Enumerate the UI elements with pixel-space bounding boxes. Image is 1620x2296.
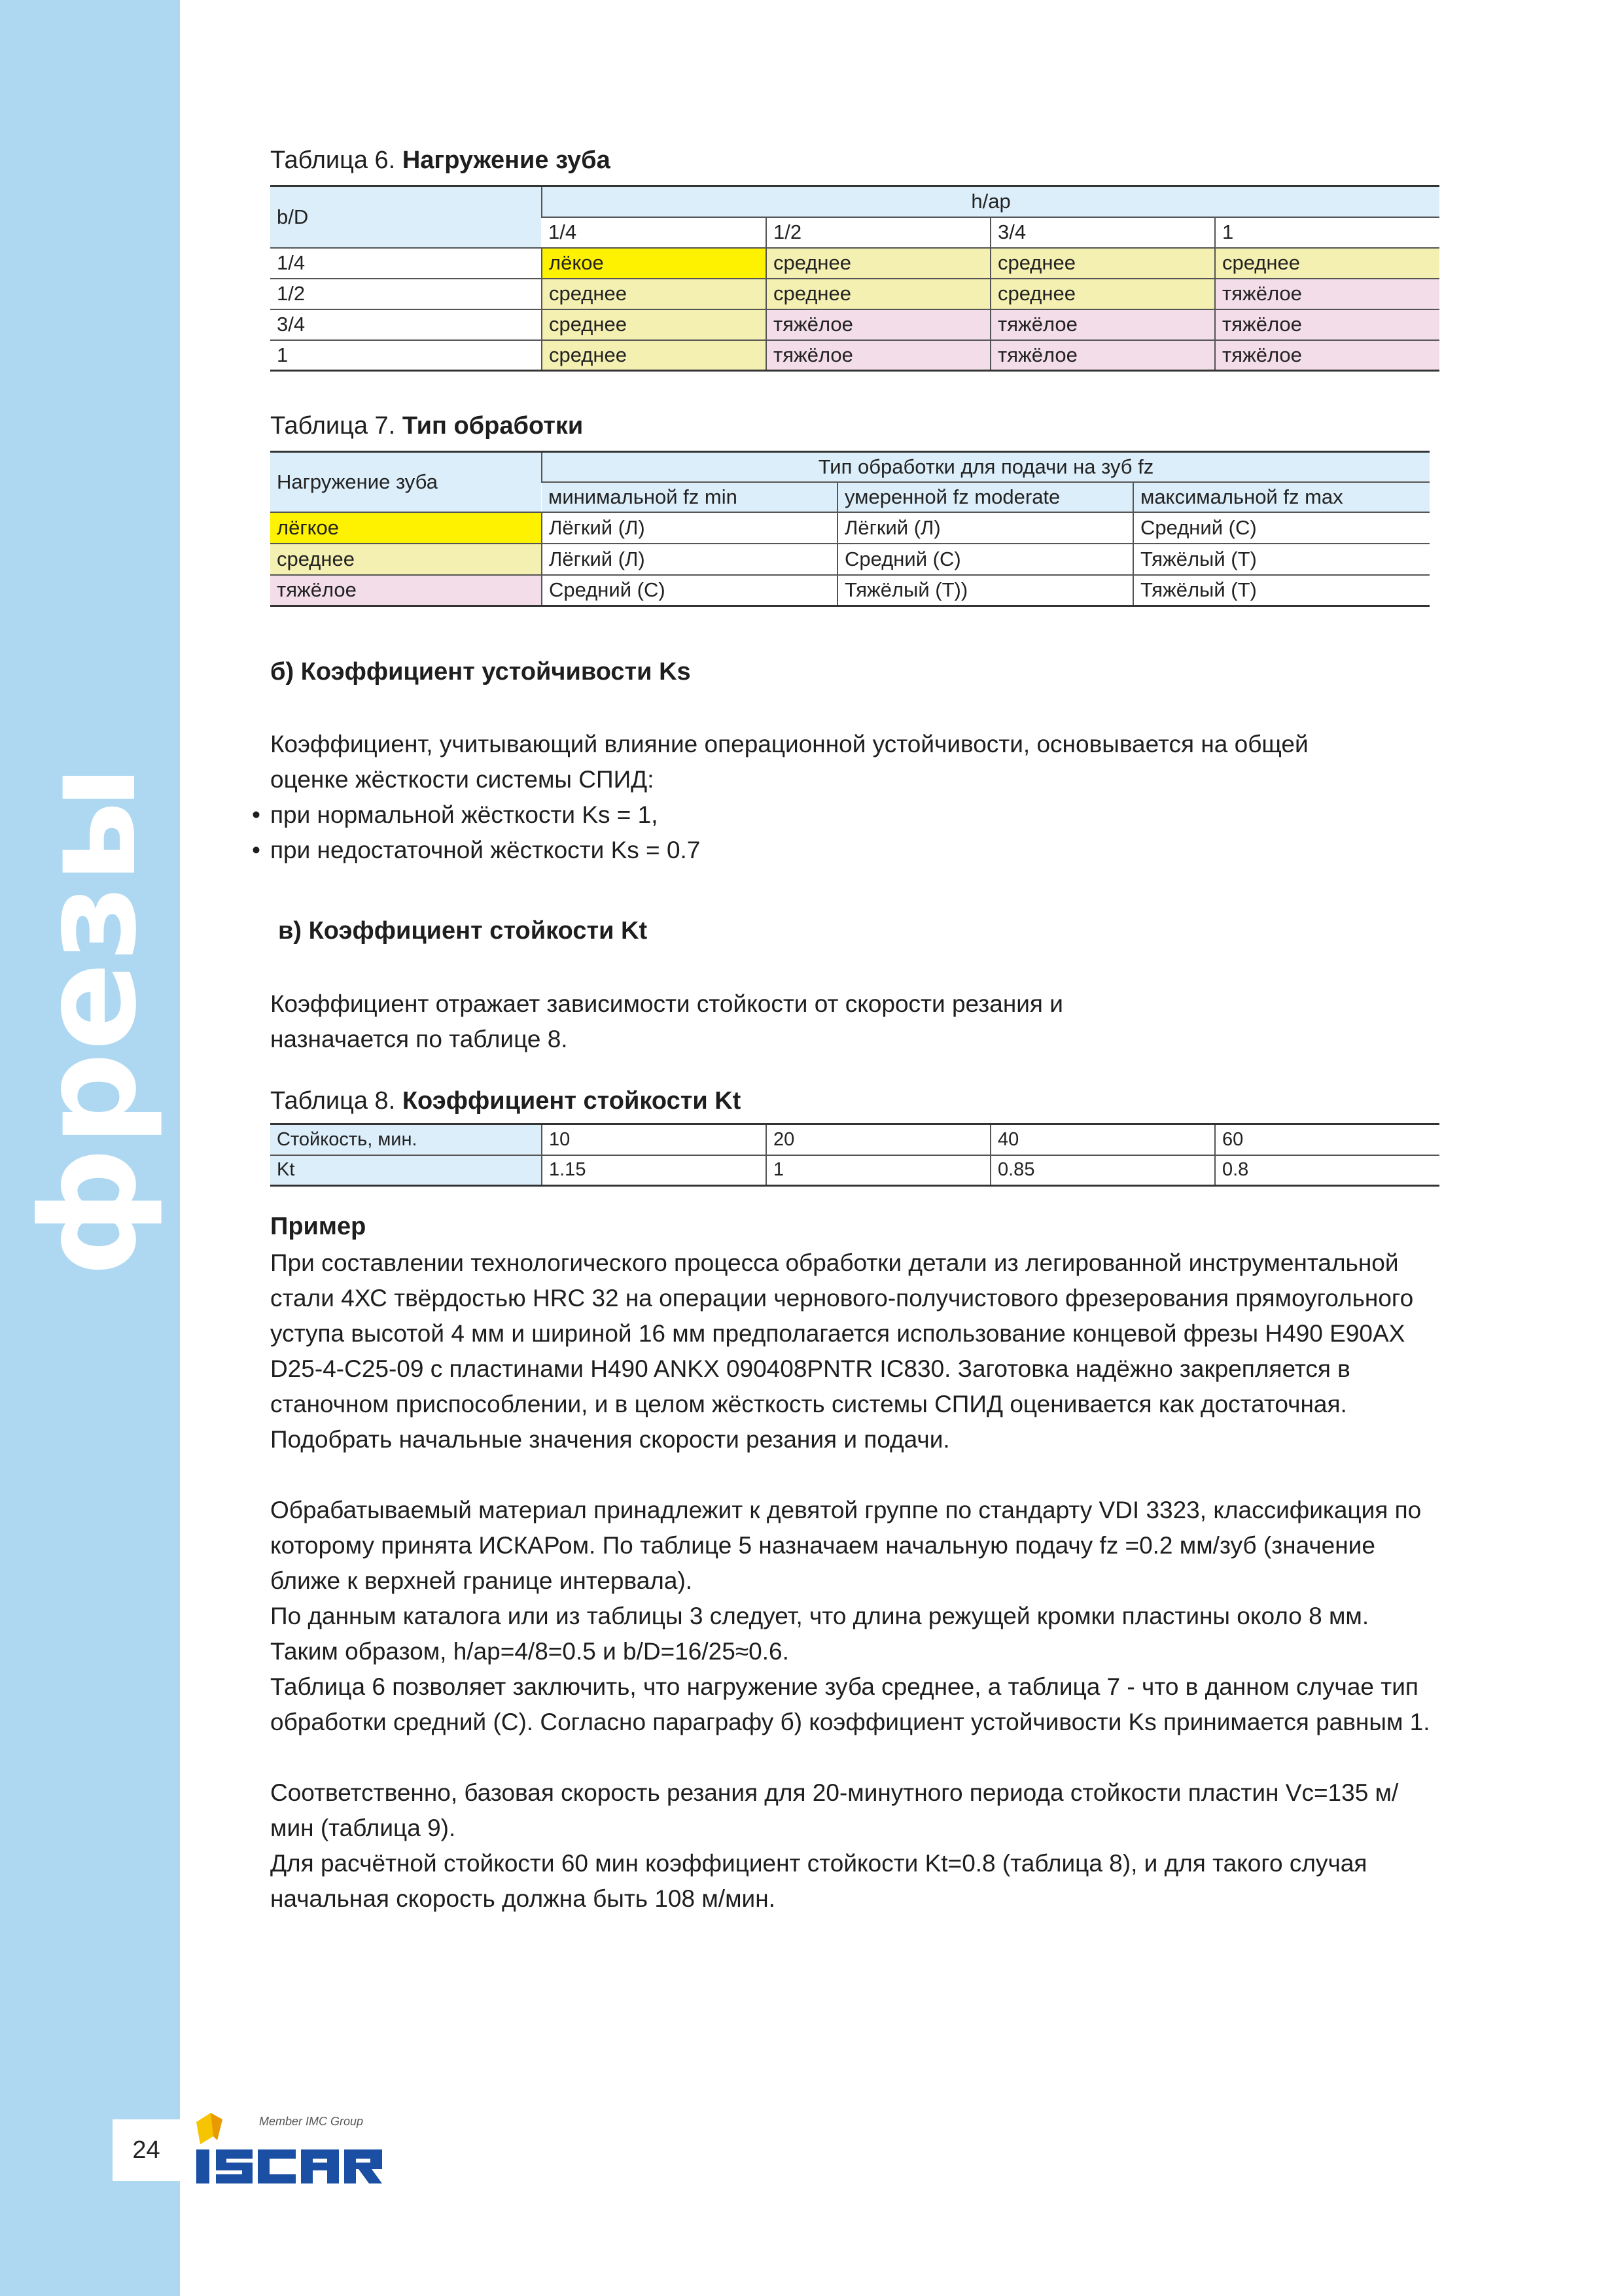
table6-cell: среднее: [991, 248, 1215, 279]
table7-cell: Лёгкий (Л): [542, 544, 837, 575]
table7-cell: Тяжёлый (Т): [1133, 544, 1430, 575]
table6-cell: среднее: [991, 279, 1215, 309]
table7-cell: Тяжёлый (Т): [1133, 575, 1430, 606]
table6-cell: тяжёлое: [1215, 279, 1439, 309]
table7-cell: Тяжёлый (Т)): [837, 575, 1133, 606]
table6-cell: среднее: [766, 279, 991, 309]
table6-col-header: 1: [1215, 217, 1439, 248]
table6-cell: среднее: [542, 309, 766, 340]
section-v-title: в) Коэффициент стойкости Kt: [278, 917, 648, 945]
table7-cell: Средний (С): [1133, 512, 1430, 544]
sidebar-band: [0, 0, 180, 2296]
table7-row-header: Нагружение зуба: [270, 452, 542, 512]
table6-col-group: h/ap: [542, 186, 1439, 217]
table8-cell: 60: [1215, 1124, 1439, 1155]
table8-caption: Таблица 8. Коэффициент стойкости Kt: [270, 1087, 741, 1115]
table6-tooth-load: [270, 185, 1439, 372]
table7-col-header: умеренной fz moderate: [837, 482, 1133, 512]
table8-cell: 1.15: [542, 1155, 766, 1186]
example-paragraph: При составлении технологического процесса обработки детали из легированной инструментальной стали 4ХС твёрдостью HRC 32 на операции чернового-получистового фрезерования прямоугольного уступа высотой 4 мм и шириной 16 мм предполагается использование концевой фрезы H490 E90AX D25-4-C25-09 с пластинами H490 ANKX 090408PNTR IC830. Заготовка надёжно закрепляется в станочном приспособлении, и в целом жёсткость системы СПИД оценивается как достаточная. Подобрать начальные значения скорости резания и подачи.: [270, 1249, 1414, 1453]
table7-col-group: Тип обработки для подачи на зуб fz: [542, 452, 1430, 482]
section-b-text: Коэффициент, учитывающий влияние операционной устойчивости, основывается на общей оценке жёсткости системы СПИД:: [270, 731, 1309, 793]
example-paragraph: Для расчётной стойкости 60 мин коэффициент стойкости Kt=0.8 (таблица 8), и для такого случая начальная скорость должна быть 108 м/мин.: [270, 1850, 1367, 1912]
table6-cell: тяжёлое: [991, 340, 1215, 371]
table6-row-label: 1: [270, 340, 542, 371]
logo-tagline: Member IMC Group: [259, 2115, 364, 2128]
section-b-title: б) Коэффициент устойчивости Ks: [270, 658, 691, 686]
table6-cell: среднее: [1215, 248, 1439, 279]
table6-caption: Таблица 6. Нагружение зуба: [270, 147, 610, 174]
list-item: • при недостаточной жёсткости Ks = 0.7: [252, 837, 701, 863]
page-number: 24: [113, 2119, 180, 2181]
table7-row-label: среднее: [270, 544, 542, 575]
table6-col-header: 1/2: [766, 217, 991, 248]
table6-cell: тяжёлое: [1215, 309, 1439, 340]
example-paragraph: Соответственно, базовая скорость резания для 20-минутного периода стойкости пластин Vc=135 м/мин (таблица 9).: [270, 1779, 1399, 1841]
table8-tool-life: [270, 1123, 1439, 1187]
table7-machining-type: [270, 451, 1430, 607]
table6-cell: тяжёлое: [766, 309, 991, 340]
table8-row-label: Kt: [270, 1155, 542, 1186]
table8-cell: 0.8: [1215, 1155, 1439, 1186]
example-title: Пример: [270, 1213, 366, 1240]
table8-cell: 1: [766, 1155, 991, 1186]
table6-cell: среднее: [766, 248, 991, 279]
table6-col-header: 1/4: [542, 217, 766, 248]
table6-cell: среднее: [542, 340, 766, 371]
table8-cell: 10: [542, 1124, 766, 1155]
example-paragraph: По данным каталога или из таблицы 3 следует, что длина режущей кромки пластины около 8 мм. Таким образом, h/ap=4/8=0.5 и b/D=16/25≈0.6.: [270, 1603, 1369, 1665]
list-item: • при нормальной жёсткости Ks = 1,: [252, 801, 658, 828]
table7-cell: Средний (С): [542, 575, 837, 606]
section-vertical-title: фрезы: [13, 763, 166, 1278]
section-v-text: Коэффициент отражает зависимости стойкости от скорости резания и назначается по таблице 8.: [270, 990, 1063, 1052]
table7-row-label: тяжёлое: [270, 575, 542, 606]
table6-row-header: b/D: [270, 186, 542, 248]
table8-cell: 0.85: [991, 1155, 1215, 1186]
section-b-bullets: [252, 797, 701, 868]
table7-col-header: минимальной fz min: [542, 482, 837, 512]
table6-cell: лёкое: [542, 248, 766, 279]
table6-row-label: 3/4: [270, 309, 542, 340]
table8-cell: 20: [766, 1124, 991, 1155]
table7-row-label: лёгкое: [270, 512, 542, 544]
table7-cell: Средний (С): [837, 544, 1133, 575]
table7-col-header: максимальной fz max: [1133, 482, 1430, 512]
table7-cell: Лёгкий (Л): [837, 512, 1133, 544]
table6-row-label: 1/2: [270, 279, 542, 309]
table6-cell: среднее: [542, 279, 766, 309]
example-paragraph: Обрабатываемый материал принадлежит к девятой группе по стандарту VDI 3323, классификация по которому принята ИСКАРом. По таблице 5 назначаем начальную подачу fz =0.2 мм/зуб (значение ближе к верхней границе интервала).: [270, 1497, 1422, 1594]
table7-caption: Таблица 7. Тип обработки: [270, 412, 584, 440]
table6-cell: тяжёлое: [766, 340, 991, 371]
table8-cell: 40: [991, 1124, 1215, 1155]
table6-col-header: 3/4: [991, 217, 1215, 248]
example-body: [270, 1245, 1435, 1917]
table6-cell: тяжёлое: [1215, 340, 1439, 371]
table7-cell: Лёгкий (Л): [542, 512, 837, 544]
table8-row-label: Стойкость, мин.: [270, 1124, 542, 1155]
example-paragraph: Таблица 6 позволяет заключить, что нагружение зуба среднее, а таблица 7 - что в данном случае тип обработки средний (С). Согласно параграфу б) коэффициент устойчивости Ks принимается равным 1.: [270, 1673, 1430, 1735]
table6-row-label: 1/4: [270, 248, 542, 279]
iscar-logo: [194, 2110, 403, 2189]
table6-cell: тяжёлое: [991, 309, 1215, 340]
